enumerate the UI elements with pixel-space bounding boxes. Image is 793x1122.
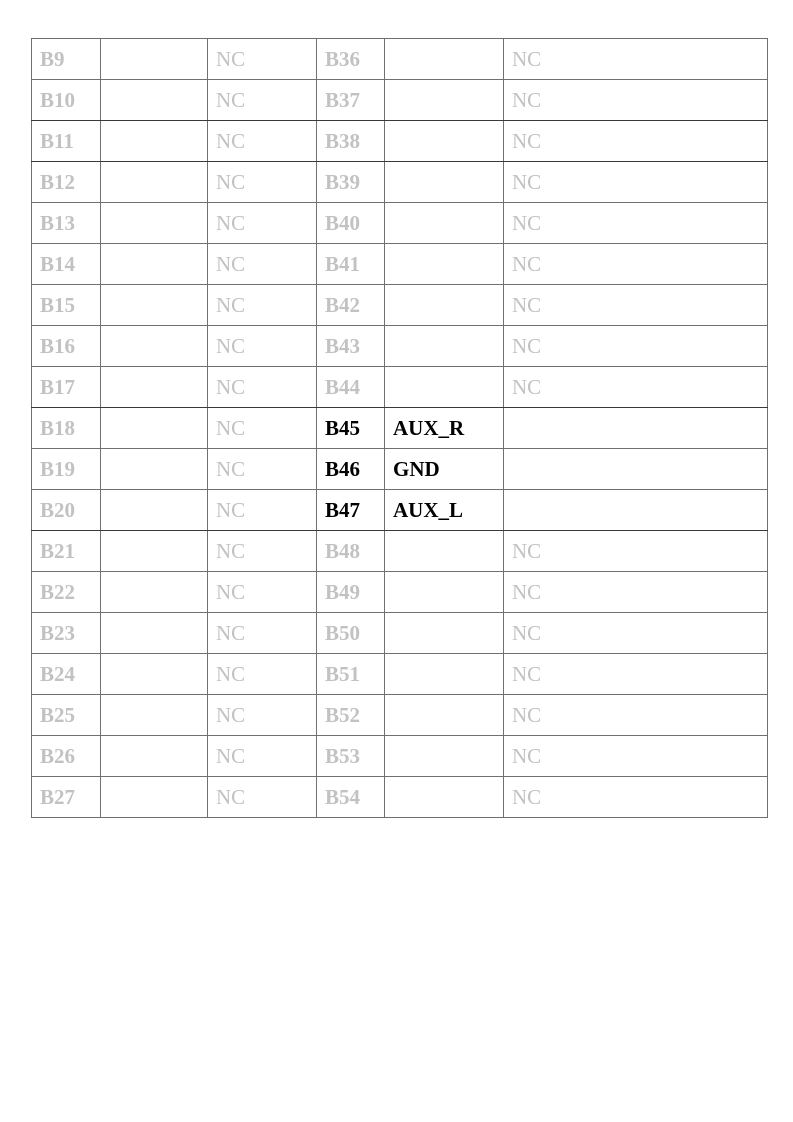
pin-cell-right: B52: [317, 695, 385, 736]
signal-cell-left: [101, 326, 208, 367]
signal-cell-right: [385, 367, 504, 408]
pin-cell-right: B41: [317, 244, 385, 285]
signal-cell-left: [101, 39, 208, 80]
table-row: [32, 572, 768, 613]
nc-cell-left: NC: [208, 367, 317, 408]
pin-cell-right: B46: [317, 449, 385, 490]
nc-cell-left: NC: [208, 203, 317, 244]
pin-table-body: [32, 39, 768, 818]
nc-cell-right: NC: [504, 326, 768, 367]
signal-cell-right: [385, 695, 504, 736]
table-row: [32, 326, 768, 367]
pin-cell-left: B10: [32, 80, 101, 121]
nc-cell-right: [504, 449, 768, 490]
nc-cell-left: NC: [208, 736, 317, 777]
signal-cell-right: [385, 203, 504, 244]
nc-cell-right: NC: [504, 777, 768, 818]
table-row: [32, 162, 768, 203]
nc-cell-right: NC: [504, 736, 768, 777]
pin-cell-right: B37: [317, 80, 385, 121]
pin-cell-left: B25: [32, 695, 101, 736]
pin-cell-left: B23: [32, 613, 101, 654]
pin-cell-right: B40: [317, 203, 385, 244]
signal-cell-right: [385, 244, 504, 285]
pin-cell-right: B53: [317, 736, 385, 777]
signal-cell-left: [101, 285, 208, 326]
pin-assignment-table: [31, 38, 768, 818]
pin-cell-left: B22: [32, 572, 101, 613]
nc-cell-right: NC: [504, 162, 768, 203]
table-row: [32, 408, 768, 449]
pin-cell-left: B15: [32, 285, 101, 326]
table-row: [32, 285, 768, 326]
nc-cell-left: NC: [208, 531, 317, 572]
pin-cell-left: B24: [32, 654, 101, 695]
pin-cell-right: B49: [317, 572, 385, 613]
table-row: [32, 695, 768, 736]
pin-cell-left: B27: [32, 777, 101, 818]
table-row: [32, 736, 768, 777]
signal-cell-left: [101, 531, 208, 572]
pin-cell-left: B16: [32, 326, 101, 367]
nc-cell-right: NC: [504, 654, 768, 695]
nc-cell-left: NC: [208, 408, 317, 449]
pin-cell-right: B42: [317, 285, 385, 326]
pin-cell-left: B11: [32, 121, 101, 162]
signal-cell-right: [385, 613, 504, 654]
pin-cell-left: B26: [32, 736, 101, 777]
pin-cell-left: B20: [32, 490, 101, 531]
nc-cell-right: NC: [504, 244, 768, 285]
signal-cell-left: [101, 490, 208, 531]
nc-cell-left: NC: [208, 777, 317, 818]
nc-cell-right: NC: [504, 121, 768, 162]
pin-cell-right: B39: [317, 162, 385, 203]
table-row: [32, 654, 768, 695]
nc-cell-right: NC: [504, 531, 768, 572]
table-row: [32, 244, 768, 285]
signal-cell-left: [101, 449, 208, 490]
nc-cell-right: NC: [504, 572, 768, 613]
signal-cell-left: [101, 80, 208, 121]
pin-cell-left: B17: [32, 367, 101, 408]
table-row: [32, 39, 768, 80]
signal-cell-right: [385, 39, 504, 80]
pin-cell-right: B47: [317, 490, 385, 531]
nc-cell-right: NC: [504, 285, 768, 326]
pin-cell-right: B54: [317, 777, 385, 818]
nc-cell-left: NC: [208, 613, 317, 654]
nc-cell-right: [504, 490, 768, 531]
table-row: [32, 80, 768, 121]
pin-cell-left: B19: [32, 449, 101, 490]
signal-cell-right: [385, 285, 504, 326]
signal-cell-right: AUX_L: [385, 490, 504, 531]
pin-cell-left: B12: [32, 162, 101, 203]
nc-cell-left: NC: [208, 654, 317, 695]
pin-cell-left: B14: [32, 244, 101, 285]
table-row: [32, 449, 768, 490]
pin-cell-right: B44: [317, 367, 385, 408]
signal-cell-left: [101, 367, 208, 408]
pin-cell-right: B50: [317, 613, 385, 654]
nc-cell-left: NC: [208, 121, 317, 162]
signal-cell-left: [101, 408, 208, 449]
pin-cell-right: B36: [317, 39, 385, 80]
table-row: [32, 367, 768, 408]
nc-cell-right: NC: [504, 695, 768, 736]
table-row: [32, 490, 768, 531]
nc-cell-right: NC: [504, 203, 768, 244]
signal-cell-left: [101, 695, 208, 736]
pin-cell-right: B43: [317, 326, 385, 367]
signal-cell-left: [101, 654, 208, 695]
pin-cell-left: B9: [32, 39, 101, 80]
signal-cell-left: [101, 736, 208, 777]
signal-cell-right: [385, 531, 504, 572]
nc-cell-right: NC: [504, 613, 768, 654]
signal-cell-left: [101, 572, 208, 613]
nc-cell-right: [504, 408, 768, 449]
pin-cell-right: B45: [317, 408, 385, 449]
nc-cell-left: NC: [208, 39, 317, 80]
nc-cell-right: NC: [504, 80, 768, 121]
signal-cell-right: [385, 654, 504, 695]
pin-cell-left: B18: [32, 408, 101, 449]
nc-cell-left: NC: [208, 244, 317, 285]
signal-cell-left: [101, 244, 208, 285]
signal-cell-left: [101, 203, 208, 244]
nc-cell-left: NC: [208, 449, 317, 490]
table-row: [32, 203, 768, 244]
nc-cell-left: NC: [208, 162, 317, 203]
signal-cell-left: [101, 121, 208, 162]
pin-cell-right: B38: [317, 121, 385, 162]
nc-cell-left: NC: [208, 695, 317, 736]
pin-cell-left: B13: [32, 203, 101, 244]
pin-cell-right: B48: [317, 531, 385, 572]
table-row: [32, 121, 768, 162]
signal-cell-right: GND: [385, 449, 504, 490]
signal-cell-right: [385, 326, 504, 367]
signal-cell-right: [385, 736, 504, 777]
nc-cell-left: NC: [208, 326, 317, 367]
signal-cell-right: [385, 777, 504, 818]
nc-cell-right: NC: [504, 39, 768, 80]
signal-cell-right: [385, 572, 504, 613]
signal-cell-right: [385, 121, 504, 162]
pin-cell-right: B51: [317, 654, 385, 695]
signal-cell-left: [101, 613, 208, 654]
nc-cell-left: NC: [208, 80, 317, 121]
pin-cell-left: B21: [32, 531, 101, 572]
nc-cell-left: NC: [208, 572, 317, 613]
table-row: [32, 777, 768, 818]
signal-cell-right: [385, 162, 504, 203]
nc-cell-right: NC: [504, 367, 768, 408]
nc-cell-left: NC: [208, 285, 317, 326]
table-row: [32, 531, 768, 572]
signal-cell-right: AUX_R: [385, 408, 504, 449]
signal-cell-left: [101, 162, 208, 203]
signal-cell-right: [385, 80, 504, 121]
table-row: [32, 613, 768, 654]
signal-cell-left: [101, 777, 208, 818]
nc-cell-left: NC: [208, 490, 317, 531]
